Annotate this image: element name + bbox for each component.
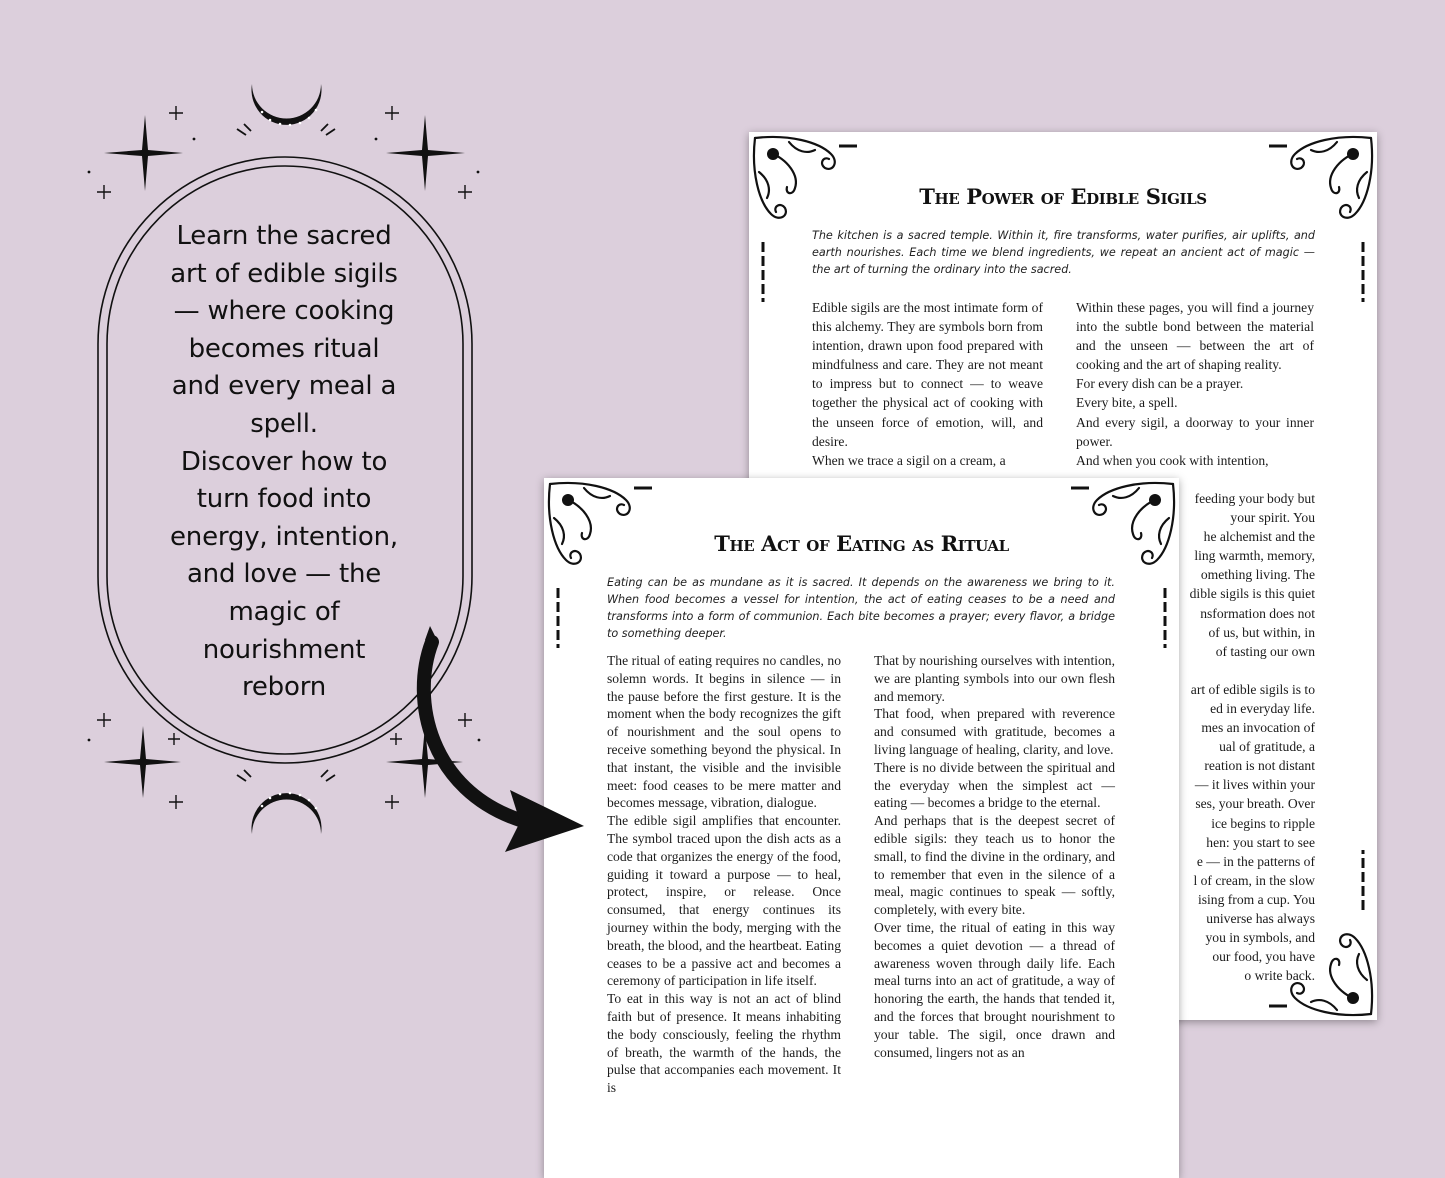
promo-line: and every meal a: [171, 371, 397, 402]
promo-line: magic of: [228, 596, 340, 627]
line: ising from a cup. You: [1197, 891, 1315, 907]
line: — it lives within your: [1194, 777, 1315, 793]
line: your spirit. You: [1230, 510, 1315, 526]
line: of tasting our own: [1215, 643, 1315, 659]
line: ice begins to ripple: [1211, 815, 1315, 831]
paragraph: For every dish can be a prayer.: [1076, 376, 1244, 392]
promo-line: becomes ritual: [188, 333, 380, 364]
promo-line: nourishment: [202, 634, 366, 665]
line: o write back.: [1244, 968, 1315, 984]
promo-line: energy, intention,: [170, 521, 398, 552]
paragraph: There is no divide between the spiritual and the everyday when the simplest act — eating — becomes a bridge to the eternal.: [874, 759, 1115, 811]
line: our food, you have: [1212, 949, 1315, 965]
promo-line: reborn: [241, 672, 327, 703]
line: ual of gratitude, a: [1219, 739, 1315, 755]
paragraph: Over time, the ritual of eating in this way becomes a quiet devotion — a thread of awareness woven through daily life. Each meal turns into an act of gratitude, a way of honoring the earth, the hands that tended it, and the forces that brought nourishment to your table. The sigil, once drawn and consumed, lingers not as an: [874, 919, 1115, 1060]
paragraph: That food, when prepared with reverence and consumed with gratitude, becomes a living language of healing, clarity, and love.: [874, 706, 1115, 757]
line: art of edible sigils is to: [1190, 681, 1315, 697]
promo-line: and love — the: [186, 559, 382, 590]
ornament-corner-icon: [1267, 132, 1377, 312]
line: e — in the patterns of: [1196, 853, 1315, 869]
paragraph: And every sigil, a doorway to your inner power.: [1076, 414, 1314, 449]
line: reation is not distant: [1204, 758, 1315, 774]
line: omething living. The: [1200, 567, 1315, 583]
text-column-left: [607, 652, 841, 1097]
line: dible sigils is this quiet: [1189, 586, 1315, 602]
line: l of cream, in the slow: [1193, 872, 1315, 888]
line: he alchemist and the: [1203, 529, 1315, 545]
front-page: [544, 478, 1179, 1178]
promo-line: Discover how to: [180, 446, 388, 477]
promo-line: art of edible sigils: [170, 258, 398, 289]
line: ses, your breath. Over: [1195, 796, 1315, 812]
promo-line: turn food into: [196, 484, 372, 515]
line: of us, but within, in: [1208, 624, 1315, 640]
paragraph: That by nourishing ourselves with intention, we are planting symbols into our own flesh and memory.: [874, 653, 1115, 704]
ornament-corner-icon: [749, 132, 859, 312]
line: ling warmth, memory,: [1194, 548, 1315, 564]
paragraph: Edible sigils are the most intimate form of this alchemy. They are symbols born from intention, drawn upon food prepared with mindfulness and care. They are not meant to impress but to connect — to weave together the physical act of cooking with the unseen force of emotion, will, and desire.: [812, 300, 1043, 449]
line: you in symbols, and: [1205, 930, 1315, 946]
paragraph: The edible sigil amplifies that encounter. The symbol traced upon the dish acts as a code that organizes the energy of the food, guiding it toward a purpose — to heal, protect, inspire, or release. Once consumed, that energy continues its journey within the body, merging with the breath, the blood, and the heartbeat. Eating ceases to be a passive act and becomes a ceremony of participation in life itself.: [607, 813, 841, 989]
line: universe has always: [1206, 910, 1315, 926]
page-title: The Act of Eating as Ritual: [714, 531, 1009, 556]
text-column-right-visible: [1180, 489, 1315, 985]
paragraph: Every bite, a spell.: [1076, 395, 1178, 411]
paragraph: Within these pages, you will find a journey into the subtle bond between the material and the unseen — between the art of cooking and the art of shaping reality.: [1076, 300, 1314, 373]
paragraph: The ritual of eating requires no candles, no solemn words. It begins in silence — in the pause before the first gesture. It is the moment when the body recognizes the gift of nourishment and the soul opens to receive something beyond the physical. In that instant, the visible and the invisible meet: food ceases to be mere matter and becomes message, vibration, dialogue.: [607, 653, 841, 811]
paragraph: When we trace a sigil on a cream, a: [812, 452, 1006, 468]
page-title: The Power of Edible Sigils: [919, 184, 1207, 209]
page-intro: Eating can be as mundane as it is sacred. It depends on the awareness we bring to it. When food becomes a vessel for intention, the act of eating ceases to be a need and transforms into a form of communion. Each bite becomes a prayer; every flavor, a bridge to something deeper.: [607, 576, 1115, 640]
page-intro: The kitchen is a sacred temple. Within it, fire transforms, water purifies, air uplifts, and earth nourishes. Each time we blend ingredients, we repeat an ancient act of magic — the art of turning the ordinary into the sacred.: [812, 229, 1315, 276]
text-column-right: [1076, 298, 1314, 470]
line: ed in everyday life.: [1210, 700, 1315, 716]
line: feeding your body but: [1194, 491, 1315, 506]
text-column-left: [812, 298, 1043, 470]
promo-line: Learn the sacred: [176, 221, 392, 251]
line: hen: you start to see: [1206, 834, 1315, 850]
curved-arrow-icon: [0, 0, 620, 880]
text-column-right: [874, 652, 1115, 1061]
line: [1180, 661, 1315, 680]
promo-line: spell.: [250, 408, 318, 439]
paragraph: And perhaps that is the deepest secret of edible sigils: they teach us to honor the small, to find the divine in the ordinary, and to remember that even in the silence of a meal, magic continues to speak — softly, completely, with every bite.: [874, 813, 1115, 918]
promo-line: — where cooking: [173, 296, 395, 327]
line: mes an invocation of: [1201, 720, 1315, 736]
line: nsformation does not: [1200, 605, 1315, 621]
paragraph: And when you cook with intention,: [1076, 452, 1269, 468]
paragraph: To eat in this way is not an act of blind faith but of presence. It means inhabiting the body consciously, feeling the rhythm of breath, the warmth of the hands, the pulse that accompanies each movement. It is: [607, 991, 841, 1096]
